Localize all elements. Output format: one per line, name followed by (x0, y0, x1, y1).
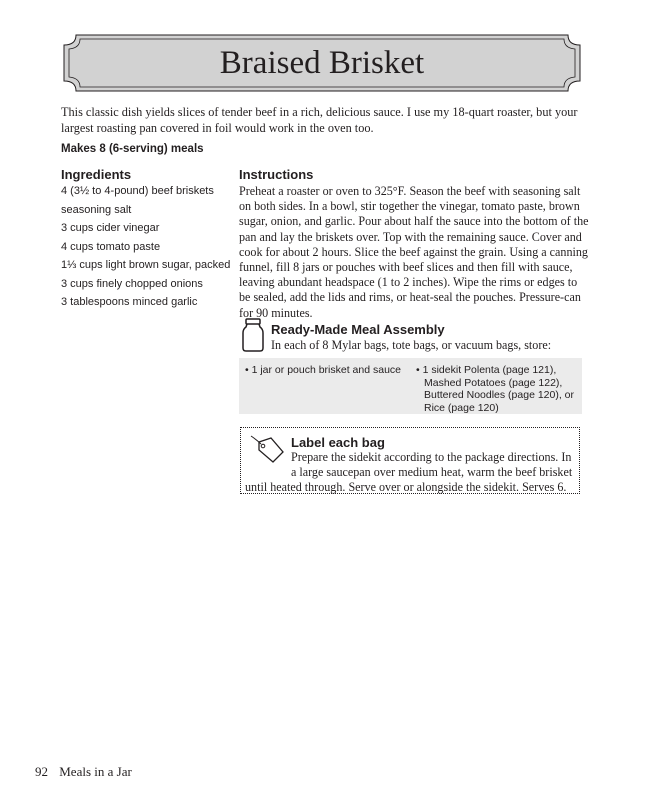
assembly-section (271, 322, 591, 353)
ingredient-item: 1⅓ cups light brown sugar, packed (61, 259, 231, 271)
meal-item: • 1 sidekit Polenta (page 121), Mashed Potatoes (page 122), Buttered Noodles (page 120), or Rice (page 120) (416, 364, 575, 414)
instructions-heading: Instructions (239, 167, 314, 182)
instructions-text: Preheat a roaster or oven to 325°F. Season the beef with seasoning salt on both sides. In a bowl, stir together the vinegar, tomato paste, brown sugar, onion, and garlic. Pour about half the sauce into the bottom of the pan and lay the briskets over. Top with the remaining sauce. Cover and cook for about 2 hours. Slice the beef against the grain. Using a canning funnel, fill 8 jars or pouches with beef slices and then fill with sauce, leaving abundant headspace (1 to 2 inches). Wipe the rims or edges to be sealed, add the lids and rims, or heat-seal the pouches. Pressure-can for 90 minutes. (239, 184, 589, 320)
ingredients-section (61, 167, 231, 315)
ingredient-item: 3 tablespoons minced garlic (61, 296, 198, 308)
label-text: Prepare the sidekit according to the package directions. In a large saucepan over medium heat, warm the beef brisket until heated through. Serve over or alongside the sidekit. Serves 6. (245, 450, 573, 494)
ingredients-list (61, 185, 231, 310)
assembly-heading: Ready-Made Meal Assembly (271, 322, 445, 337)
ingredient-item: 4 (3½ to 4-pound) beef briskets (61, 185, 214, 197)
ingredients-heading: Ingredients (61, 167, 132, 182)
jar-icon (241, 318, 265, 357)
book-title: Meals in a Jar (59, 764, 132, 779)
label-heading: Label each bag (291, 435, 385, 450)
label-text-wrap (245, 450, 575, 495)
ingredient-item: 4 cups tomato paste (61, 240, 161, 253)
yield-text: Makes 8 (6-serving) meals (61, 143, 204, 155)
label-box (240, 427, 580, 494)
instructions-section (239, 167, 589, 321)
ingredient-item: 3 cups cider vinegar (61, 222, 160, 234)
ingredient-item: 3 cups finely chopped onions (61, 277, 203, 290)
ingredient-item: seasoning salt (61, 203, 132, 216)
meal-item: • 1 jar or pouch brisket and sauce (245, 364, 402, 376)
page-footer (35, 764, 132, 780)
page-title: Braised Brisket (219, 45, 425, 81)
recipe-intro: This classic dish yields slices of tender beef in a rich, delicious sauce. I use my 18-quart roaster, but your largest roasting pan covered in foil would work in the oven too. (61, 105, 578, 135)
page-number: 92 (35, 764, 48, 779)
assembly-text: In each of 8 Mylar bags, tote bags, or vacuum bags, store: (271, 338, 552, 352)
title-banner (62, 33, 582, 93)
meal-contents-box (239, 358, 582, 414)
